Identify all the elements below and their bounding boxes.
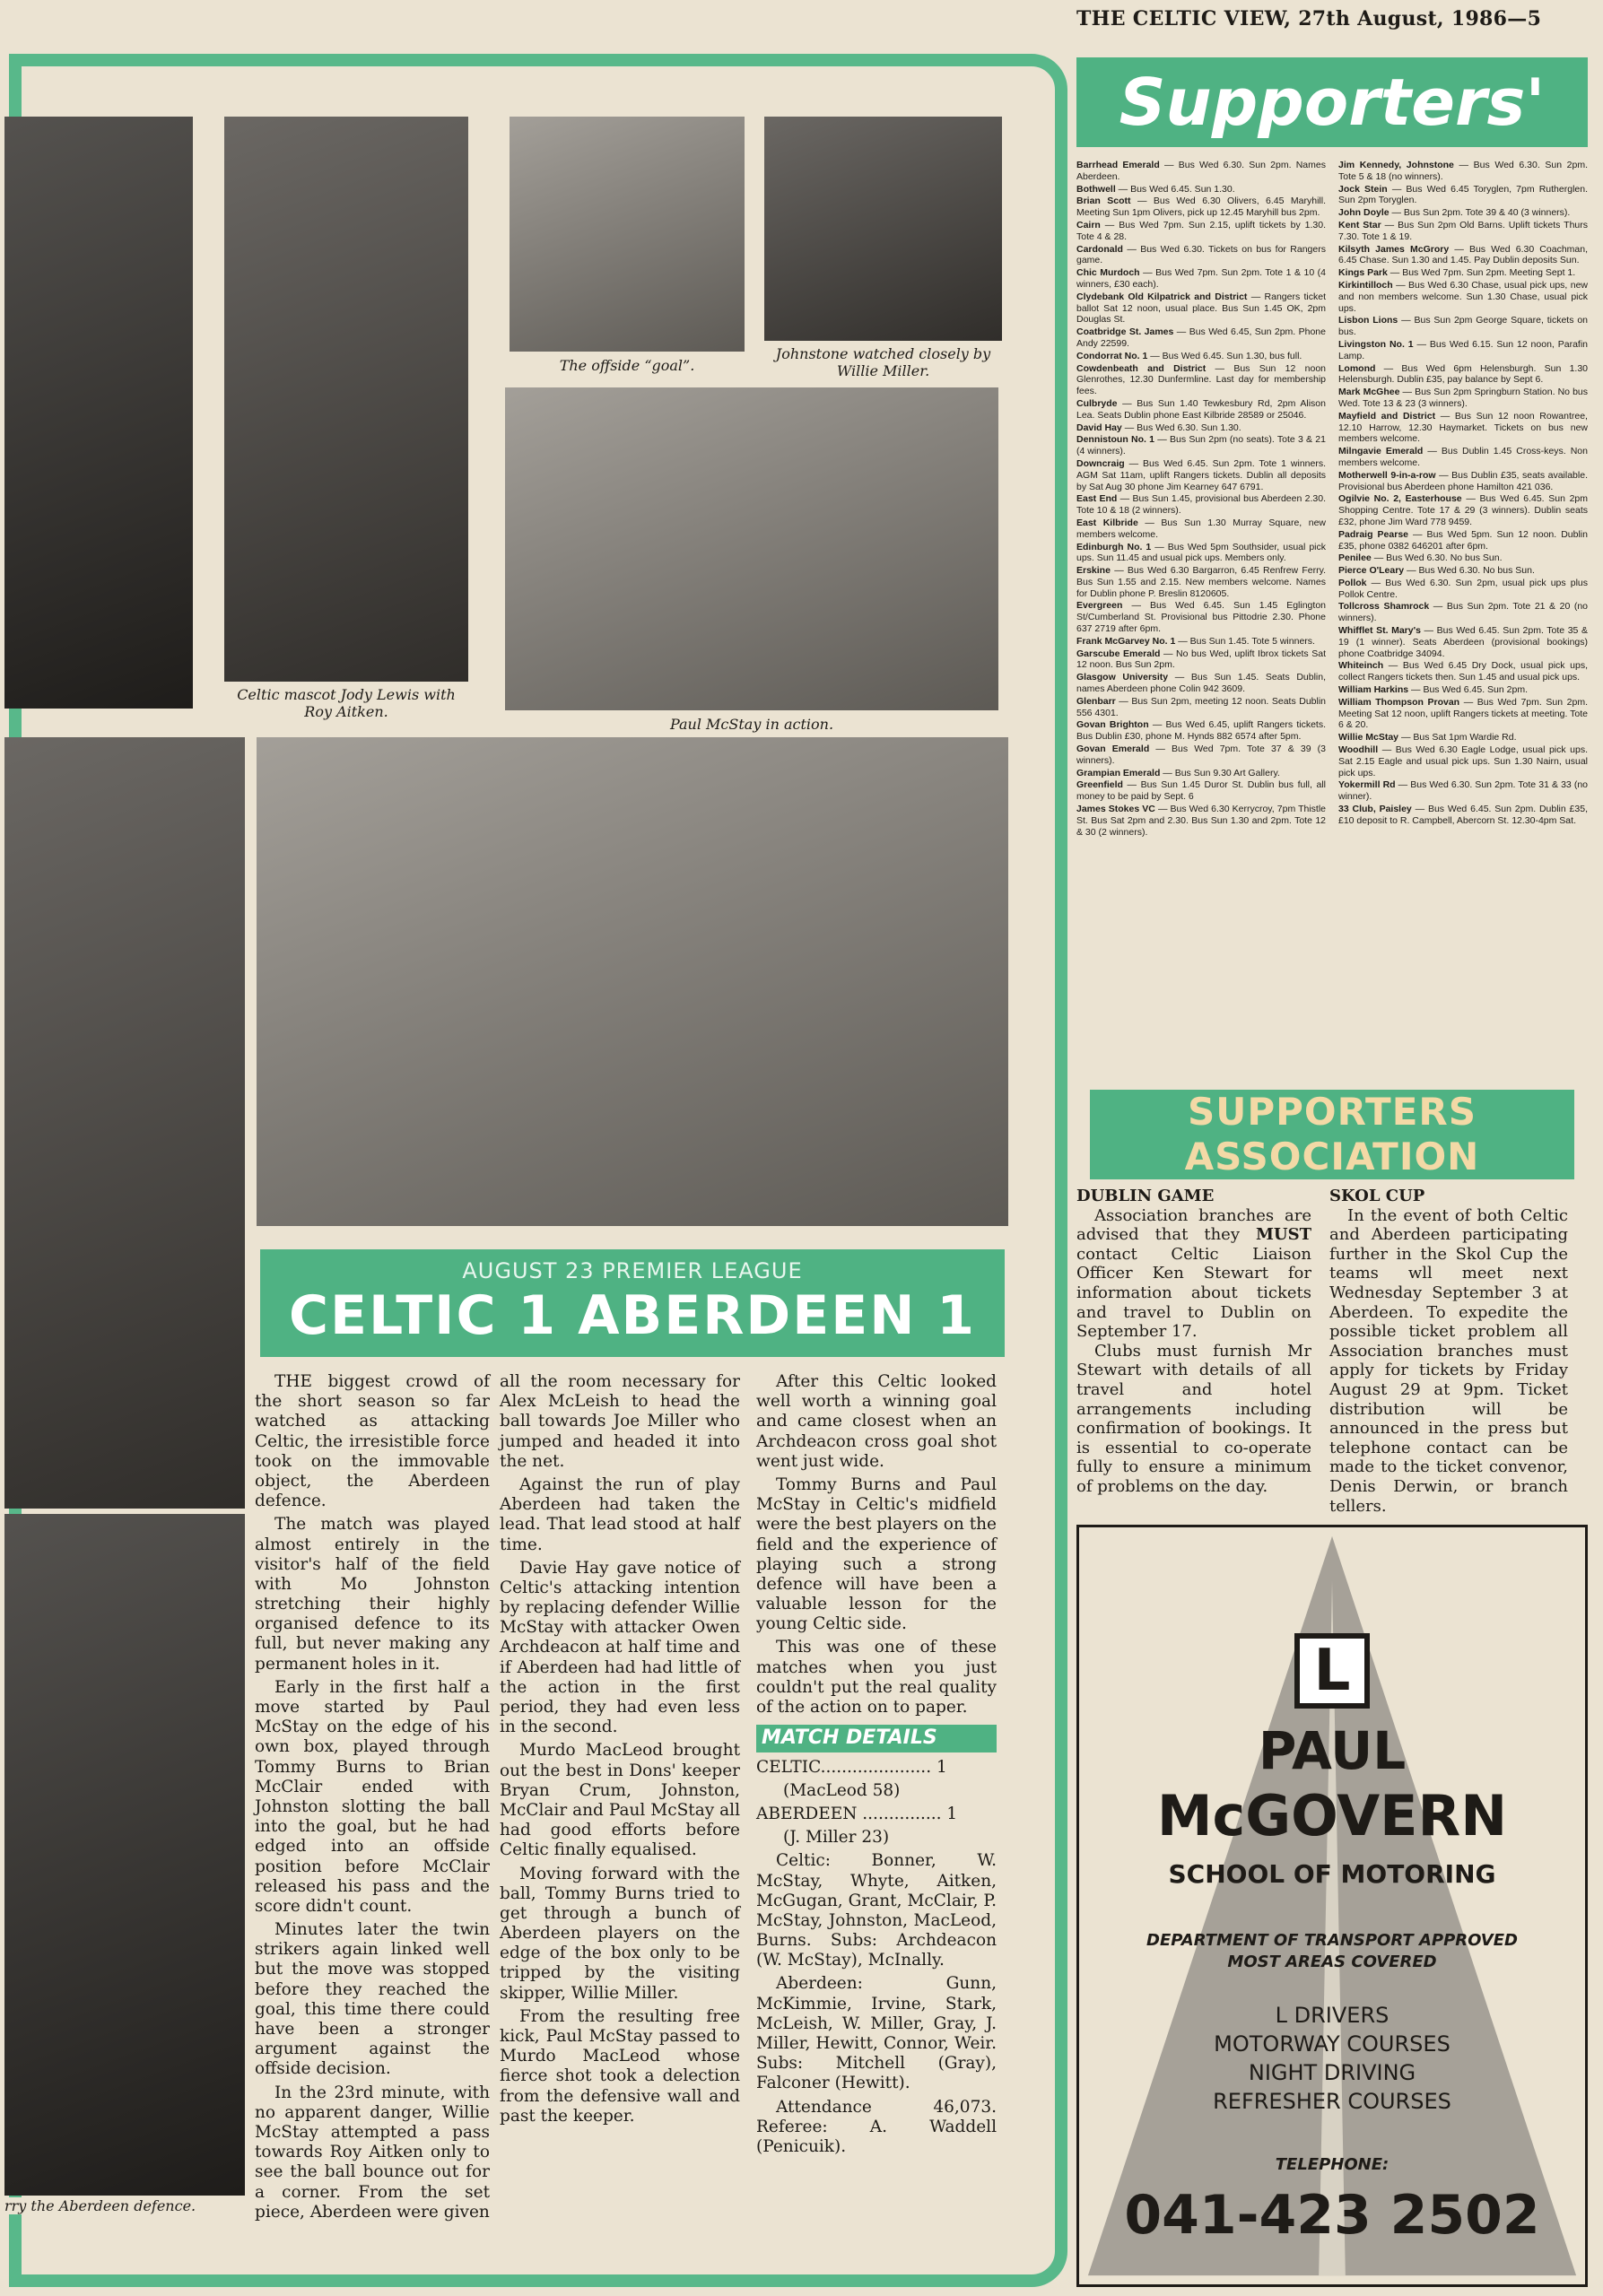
branch-entry — [1338, 220, 1588, 243]
branch-entry — [1338, 493, 1588, 527]
branch-entry — [1076, 600, 1326, 634]
branch-details: — Bus Wed 6.30. No bus Sun. — [1407, 565, 1535, 577]
branch-name: Kilsyth James McGrory — [1338, 243, 1450, 255]
attendance: Attendance 46,073. Referee: A. Waddell (Penicuik). — [756, 2097, 997, 2156]
branch-details: — Bus Wed 6.30. Sun 2pm. Names Aberdeen. — [1076, 160, 1326, 182]
association-banner — [1090, 1090, 1574, 1179]
branch-name: Kent Star — [1338, 219, 1381, 230]
branch-details: — Bus Sun 2pm, meeting 12 noon. Seats Dublin 556 4301. — [1076, 695, 1326, 718]
skol-cup-para: In the event of both Celtic and Aberdeen participating further in the Skol Cup the teams wll meet next Wednesday September 3 at Aberdeen. To expedite the possible ticket problem all Association branches must apply for tickets by Friday August 29 at 9pm. Ticket distribution will be announced in the press but telephone contact can be made to the ticket convenor, Denis Derwin, or branch tellers. — [1329, 1205, 1568, 1516]
branch-name: East End — [1076, 493, 1118, 505]
ad-dept-2: MOST AREAS COVERED — [1227, 1952, 1437, 1971]
branch-details: — Bus Sun 2pm (no seats). Tote 3 & 21 (4 winners). — [1076, 434, 1326, 457]
branch-name: Milngavie Emerald — [1338, 446, 1424, 457]
branch-details: — Bus Wed 6.30. Sun 2pm, usual pick ups plus Pollok Centre. — [1338, 577, 1589, 600]
celtic-team: Celtic: Bonner, W. McStay, Whyte, Aitken, McGugan, Grant, McClair, P. McStay, Johnston, MacLeod, Burns. Subs: Archdeacon (W. McStay), McInally. — [756, 1851, 997, 1970]
col3-para: After this Celtic looked well worth a winning goal and came closest when an Archdeacon cross goal shot went just wide. — [756, 1372, 997, 1471]
branch-entry — [1076, 220, 1326, 243]
branch-details: — Bus Wed 7pm. Sun 2.15, uplift tickets by 1.30. Tote 4 & 28. — [1076, 219, 1326, 242]
branch-name: Grampian Emerald — [1076, 767, 1161, 778]
branch-entry — [1338, 244, 1588, 267]
branch-entry — [1338, 804, 1588, 827]
branch-entry — [1076, 398, 1326, 422]
branch-name: Govan Brighton — [1076, 719, 1149, 731]
branch-details: — Bus Wed 6.45, Sun 2pm. Phone Andy 22599. — [1076, 326, 1326, 349]
branch-name: William Thompson Provan — [1338, 696, 1460, 708]
article-col-2 — [500, 1372, 740, 2130]
skol-cup-column — [1329, 1187, 1568, 1516]
col3-para: This was one of these matches when you just couldn't put the real quality of the action on to paper. — [756, 1638, 997, 1717]
branch-name: David Hay — [1076, 422, 1122, 433]
branch-details: — Bus Sun 2pm Springburn Station. No bus Wed. Tote 13 & 23 (3 winners). — [1338, 387, 1589, 409]
branch-details: — Bus Sun 1.45 Duror St. Dublin bus full, all money to be paid by Sept. 6 — [1076, 779, 1326, 803]
branch-entry — [1338, 684, 1588, 696]
branch-entry — [1076, 351, 1326, 362]
branch-entry — [1076, 326, 1326, 350]
branch-details: — Bus Dublin £35, seats available. Provisional bus Aberdeen phone Hamilton 421 036. — [1338, 469, 1588, 492]
branch-name: Willie McStay — [1338, 732, 1399, 744]
dublin-text-c: contact Celtic Liaison Officer Ken Stewart for information about tickets and travel to Dublin on September 17. — [1076, 1244, 1311, 1342]
branch-details: — Bus Sun 1.40 Tewkesbury Rd, 2pm Alison Lea. Seats Dublin phone East Kilbride 28589 or 25046. — [1076, 397, 1326, 421]
branch-details: — Bus Sat 1pm Wardie Rd. — [1400, 732, 1517, 744]
branch-entry — [1076, 184, 1326, 196]
ad-name-2: McGOVERN — [1156, 1783, 1508, 1848]
photo-offside-goal — [510, 117, 745, 352]
branch-details: — Bus Wed 6.45, uplift Rangers tickets. Bus Dublin £30, phone M. Hynds 882 6574 after 5pm. — [1076, 719, 1326, 743]
branch-details: — Bus Wed 6.30 Kerrycroy, 7pm Thistle St. Bus Sat 2pm and 2.30. Bus Sun 1.30 and 2pm. Tote 12 & 30 (2 winners). — [1076, 804, 1326, 838]
branch-entry — [1338, 411, 1588, 445]
branch-entry — [1076, 493, 1326, 517]
article-col-3 — [756, 1372, 997, 2161]
branch-details: — Bus Wed 6.30. No bus Sun. — [1373, 552, 1503, 564]
branch-details: — Bus Wed 6.30 Bargarron, 6.45 Renfrew Ferry. Bus Sun 1.55 and 2.15. New members welcome. Names for Dublin phone P. Breslin 8120605. — [1076, 565, 1326, 599]
branch-entry — [1338, 280, 1588, 314]
branch-details: — Bus Wed 6.30. Sun 2pm. Tote 5 & 18 (no winners). — [1338, 160, 1588, 182]
branch-name: John Doyle — [1338, 207, 1390, 219]
ad-service-2: MOTORWAY COURSES — [1214, 2031, 1451, 2057]
branch-entry — [1076, 744, 1326, 767]
branch-name: Whifflet St. Mary's — [1338, 625, 1421, 637]
branch-name: Mark McGhee — [1338, 387, 1400, 398]
l-plate-letter: L — [1294, 1633, 1370, 1709]
branch-entry — [1076, 160, 1326, 183]
branch-details: — Bus Sun 2pm Old Barns. Uplift tickets Thurs 7.30. Tote 1 & 19. — [1338, 219, 1588, 242]
ad-service-1: L DRIVERS — [1275, 2003, 1390, 2028]
caption-defence: rry the Aberdeen defence. — [4, 2197, 245, 2214]
branch-details: — Bus Wed 6.45. Sun 2pm. — [1411, 684, 1528, 696]
branch-details: — Bus Sun 1.45, provisional bus Aberdeen 2.30. Tote 10 & 18 (2 winners). — [1076, 493, 1326, 517]
ad-name-1: PAUL — [1258, 1720, 1407, 1781]
caption-mcstay: Paul McStay in action. — [505, 716, 998, 733]
branch-entry — [1076, 804, 1326, 838]
branch-name: Chic Murdoch — [1076, 267, 1140, 279]
branch-name: Clydebank Old Kilpatrick and District — [1076, 291, 1248, 302]
branch-entry — [1338, 339, 1588, 362]
branch-entry — [1076, 648, 1326, 672]
branch-entry — [1076, 196, 1326, 219]
branch-entry — [1076, 565, 1326, 599]
dublin-game-column — [1076, 1187, 1311, 1497]
branch-name: Pierce O'Leary — [1338, 565, 1405, 577]
dublin-text-a: Association branches are advised that they — [1076, 1205, 1311, 1245]
association-title-1: SUPPORTERS — [1187, 1090, 1477, 1134]
ad-phone-number: 041-423 2502 — [1124, 2184, 1540, 2247]
branch-entry — [1076, 363, 1326, 397]
driving-school-ad — [1076, 1525, 1588, 2287]
branch-details: — Bus Wed 6.30. Tickets on bus for Rangers game. — [1076, 243, 1326, 266]
branch-details: — Bus Sun 2pm. Tote 21 & 20 (no winners). — [1338, 601, 1589, 624]
branch-name: Edinburgh No. 1 — [1076, 541, 1152, 552]
aberdeen-score-line: ABERDEEN ............... 1 — [756, 1804, 958, 1823]
branch-details: — Bus Wed 6.30 Chase, usual pick ups, new and non members welcome. Sun 1.30 Chase, usual pick ups. — [1338, 279, 1588, 314]
branch-entry — [1338, 363, 1588, 387]
branch-name: Barrhead Emerald — [1076, 160, 1160, 170]
branch-entry — [1338, 529, 1588, 552]
branch-name: Livingston No. 1 — [1338, 338, 1414, 350]
col2-para: Moving forward with the ball, Tommy Burns tried to get through a bunch of Aberdeen players on the edge of the box only to be tripped by the visiting skipper, Willie Miller. — [500, 1864, 740, 2003]
branch-name: Ogilvie No. 2, Easterhouse — [1338, 493, 1462, 505]
celtic-scorer: (MacLeod 58) — [783, 1780, 901, 1800]
branch-entry — [1338, 387, 1588, 410]
caption-offside: The offside “goal”. — [510, 357, 745, 374]
branch-name: Frank McGarvey No. 1 — [1076, 635, 1176, 647]
branch-entry — [1076, 779, 1326, 803]
l-plate-logo — [1079, 1633, 1585, 1709]
branch-name: Cowdenbeath and District — [1076, 362, 1207, 374]
branch-details: — Bus Wed 6.45. Sun 2pm. Tote 1 winners. AGM Sat 11am, uplift Rangers tickets. Dublin all deposits by Sat Aug 30 phone Jim Kearney 647 6791. — [1076, 457, 1326, 492]
caption-mascot: Celtic mascot Jody Lewis with Roy Aitken. — [224, 686, 468, 720]
branch-details: — Bus Wed 6.45. Sun 2pm. Tote 35 & 19 (1 winner). Seats Aberdeen (provisional bookings) phone Coatbridge 34094. — [1338, 625, 1588, 659]
branch-details: — Bus Sun 12 noon Glenrothes, 12.30 Dunfermline. Last day for membership fees. — [1076, 362, 1327, 397]
photo-goal-net — [257, 737, 1008, 1226]
branch-details: — Bus Wed 6.45. Sun 2pm Shopping Centre. Tote 17 & 29 (3 winners). Dublin seats £32, phone Jim Ward 778 9459. — [1338, 493, 1588, 527]
branch-name: Glenbarr — [1076, 695, 1116, 707]
branch-entry — [1076, 434, 1326, 457]
branch-details: — Bus Wed 5pm Southsider, usual pick ups. Sun 11.45 and usual pick ups. Members only. — [1076, 541, 1327, 564]
branch-name: Downcraig — [1076, 457, 1125, 469]
caption-johnstone: Johnstone watched closely by Willie Miller. — [764, 345, 1002, 379]
ad-telephone-label: TELEPHONE: — [1275, 2155, 1390, 2174]
branch-name: 33 Club, Paisley — [1338, 804, 1412, 815]
branch-name: Kings Park — [1338, 267, 1388, 279]
col1-para: The match was played almost entirely in the visitor's half of the field with Mo Johnston stretching their highly organised defence to its full, but never making any permanent holes in it. — [255, 1515, 490, 1674]
branch-name: Culbryde — [1076, 397, 1118, 409]
branch-entry — [1338, 184, 1588, 207]
branch-details: — No bus Wed, uplift Ibrox tickets Sat 12 noon. Bus Sun 2pm. — [1076, 648, 1326, 671]
ad-school: SCHOOL OF MOTORING — [1168, 1859, 1496, 1889]
branch-name: Erskine — [1076, 565, 1111, 577]
col1-para: Early in the first half a move started by Paul McStay on the edge of his own box, played through Tommy Burns to Brian McClair ended with Johnston slotting the ball into the goal, but he had edged into an offside position before McClair released his pass and the score didn't count. — [255, 1677, 490, 1916]
branch-name: Penilee — [1338, 552, 1372, 564]
branch-details: — Bus Sun 9.30 Art Gallery. — [1163, 767, 1280, 778]
branch-details: — Bus Wed 6.30. Sun 2pm. Tote 31 & 33 (no winner). — [1338, 779, 1588, 803]
branch-entry — [1076, 542, 1326, 565]
branch-details: — Bus Sun 1.30 Murray Square, new members welcome. — [1076, 517, 1327, 540]
col2-para: Against the run of play Aberdeen had taken the lead. That lead stood at half time. — [500, 1474, 740, 1554]
branch-name: Coatbridge St. James — [1076, 326, 1174, 338]
branch-entry — [1338, 697, 1588, 731]
col2-para: Davie Hay gave notice of Celtic's attacking intention by replacing defender Willie McStay with attacker Owen Archdeacon at half time and if Aberdeen had had little of the action in the first period, they had even less in the second. — [500, 1558, 740, 1737]
branch-entry — [1076, 768, 1326, 779]
photo-mascot — [224, 117, 468, 682]
branch-details: — Bus Wed 5pm. Sun 12 noon. Dublin £35, phone 0382 646201 after 6pm. — [1338, 528, 1588, 552]
branch-name: Jim Kennedy, Johnstone — [1338, 160, 1454, 170]
branch-name: Kirkintilloch — [1338, 279, 1393, 291]
branch-entry — [1076, 291, 1326, 326]
article-col-1 — [255, 1372, 490, 2226]
branch-name: Tollcross Shamrock — [1338, 601, 1430, 613]
ad-dept-1: DEPARTMENT OF TRANSPORT APPROVED — [1146, 1931, 1518, 1950]
branch-entry — [1076, 719, 1326, 743]
branch-entry — [1076, 672, 1326, 695]
branch-list — [1076, 160, 1588, 838]
branch-name: Cairn — [1076, 219, 1101, 230]
branch-name: Whiteinch — [1338, 660, 1384, 672]
branch-details: — Bus Sun 2pm George Square, tickets on bus. — [1338, 315, 1589, 338]
branch-name: Woodhill — [1338, 744, 1379, 756]
branch-details: — Bus Wed 6.45 Dry Dock, usual pick ups, collect Rangers tickets then. Sun 1.45 and usual pick ups. — [1338, 660, 1588, 683]
photo-mcstay — [505, 387, 998, 710]
branch-name: Evergreen — [1076, 600, 1123, 612]
branch-details: — Bus Wed 7pm. Sun 2pm. Meeting Sat 12 noon, uplift Rangers tickets at meeting. Tote 6 & 20. — [1338, 696, 1588, 731]
branch-name: James Stokes VC — [1076, 804, 1155, 815]
match-banner — [260, 1249, 1005, 1357]
photo-player-left — [4, 117, 193, 709]
supporters-title: Supporters' — [1076, 57, 1588, 147]
col1-para: In the 23rd minute, with no apparent danger, Willie McStay attempted a pass towards Roy Aitken only to see the ball bounce out for a corner. From the set piece, Aberdeen were given — [255, 2083, 490, 2222]
branch-entry — [1338, 660, 1588, 683]
branch-name: Lomond — [1338, 362, 1376, 374]
association-title-2: ASSOCIATION — [1184, 1135, 1480, 1178]
photo-aberdeen-defence — [4, 1514, 245, 2196]
photo-action-left — [4, 737, 245, 1509]
page-header: THE CELTIC VIEW, 27th August, 1986—5 — [1076, 7, 1542, 30]
branch-details: — Bus Sun 1.45. Seats Dublin, names Aberdeen phone Colin 942 3609. — [1076, 672, 1327, 695]
branch-name: Jock Stein — [1338, 183, 1388, 195]
branch-entry — [1338, 267, 1588, 279]
branch-entry — [1076, 244, 1326, 267]
col3-para: Tommy Burns and Paul McStay in Celtic's midfield were the best players on the field and the experience of playing such a strong defence will have been a valuable lesson for the young Celtic side. — [756, 1474, 997, 1634]
branch-details: — Bus Wed 7pm. Tote 37 & 39 (3 winners). — [1076, 744, 1327, 766]
celtic-score-line: CELTIC..................... 1 — [756, 1757, 947, 1777]
branch-details: — Bus Sun 12 noon Rowantree, 12.10 Harrow, 12.30 Haymarket. Tickets on bus new members welcome. — [1338, 410, 1588, 445]
branch-entry — [1338, 470, 1588, 493]
branch-name: Condorrat No. 1 — [1076, 350, 1148, 361]
branch-details: — Bus Wed 6.30 Eagle Lodge, usual pick ups. Sat 2.15 Eagle and usual pick ups. Sun 1.30 Nairn, usual pick ups. — [1338, 744, 1589, 778]
photo-johnstone — [764, 117, 1002, 341]
branch-name: Pollok — [1338, 577, 1367, 588]
branch-entry — [1338, 744, 1588, 778]
branch-entry — [1338, 315, 1588, 338]
branch-entry — [1076, 636, 1326, 648]
branch-name: Dennistoun No. 1 — [1076, 434, 1154, 446]
branch-details: — Bus Wed 6.15. Sun 12 noon, Parafin Lamp. — [1338, 338, 1588, 361]
match-details-heading: MATCH DETAILS — [756, 1725, 997, 1752]
branch-entry — [1338, 625, 1588, 659]
branch-details: — Bus Wed 6.45. Sun 1.30, bus full. — [1150, 350, 1302, 361]
branch-entry — [1076, 458, 1326, 492]
branch-name: Greenfield — [1076, 779, 1123, 791]
branch-name: Glasgow University — [1076, 672, 1169, 683]
match-title: CELTIC 1 ABERDEEN 1 — [288, 1284, 977, 1347]
branch-entry — [1338, 732, 1588, 744]
dublin-game-heading: DUBLIN GAME — [1076, 1187, 1215, 1205]
branch-entry — [1338, 160, 1588, 183]
branch-name: Lisbon Lions — [1338, 315, 1398, 326]
branch-name: William Harkins — [1338, 684, 1409, 696]
branch-name: Cardonald — [1076, 243, 1123, 255]
branch-name: Garscube Emerald — [1076, 648, 1161, 659]
branch-name: Motherwell 9-in-a-row — [1338, 469, 1436, 481]
branch-details: — Bus Wed 7pm. Sun 2pm. Tote 1 & 10 (4 winners, £30 each). — [1076, 267, 1327, 290]
branch-entry — [1338, 207, 1588, 219]
branch-details: — Bus Dublin 1.45 Cross-keys. Non members welcome. — [1338, 446, 1588, 468]
branch-name: Bothwell — [1076, 183, 1116, 195]
branch-details: — Rangers ticket ballot Sat 12 noon, usual place. Bus Sun 1.45 OK, 2pm Douglas St. — [1076, 291, 1327, 326]
branch-name: Yokermill Rd — [1338, 779, 1396, 791]
branch-entry — [1338, 552, 1588, 564]
skol-cup-heading: SKOL CUP — [1329, 1187, 1425, 1205]
branch-name: Govan Emerald — [1076, 744, 1150, 755]
dublin-para-1 — [1076, 1206, 1311, 1342]
branch-name: Mayfield and District — [1338, 410, 1436, 422]
branch-details: — Bus Sun 1.45. Tote 5 winners. — [1178, 635, 1315, 647]
dublin-must: MUST — [1255, 1225, 1311, 1245]
branch-entry — [1076, 422, 1326, 434]
branch-details: — Bus Wed 6.45. Sun 1.45 Eglington St/Cumberland St. Provisional bus Pittodrie 2.30. Phone 637 2719 after 6pm. — [1076, 600, 1326, 635]
ad-service-4: REFRESHER COURSES — [1213, 2089, 1451, 2114]
match-subtitle: AUGUST 23 PREMIER LEAGUE — [462, 1258, 803, 1283]
branch-entry — [1076, 267, 1326, 291]
col2-para: all the room necessary for Alex McLeish to head the ball towards Joe Miller who jumped and headed it into the net. — [500, 1372, 740, 1471]
branch-details: — Bus Wed 6.30. Sun 1.30. — [1124, 422, 1241, 433]
branch-name: Brian Scott — [1076, 196, 1131, 207]
dublin-para-2: Clubs must furnish Mr Stewart with details of all travel and hotel arrangements including confirmation of bookings. It is essential to co-operate fully to ensure a minimum of problems on the day. — [1076, 1341, 1311, 1496]
col2-para: Murdo MacLeod brought out the best in Dons' keeper Bryan Crum, Johnston, McClair and Paul McStay all had good efforts before Celtic finally equalised. — [500, 1741, 740, 1860]
col1-para: THE biggest crowd of the short season so far watched as attacking Celtic, the irresistible force took on the immovable object, the Aberdeen defence. — [255, 1372, 490, 1511]
branch-entry — [1338, 779, 1588, 803]
branch-entry — [1338, 601, 1588, 624]
branch-details: — Bus Wed 6.45. Sun 2pm. Dublin £35, £10 deposit to R. Campbell, Abercorn St. 12.30-4pm Sat. — [1338, 804, 1588, 826]
branch-entry — [1338, 565, 1588, 577]
branch-entry — [1076, 696, 1326, 719]
branch-details: — Bus Wed 6pm Helensburgh. Sun 1.30 Helensburgh. Dublin £35, pay balance by Sept 6. — [1338, 362, 1588, 386]
branch-details: — Bus Sun 2pm. Tote 39 & 40 (3 winners). — [1391, 207, 1571, 219]
branch-details: — Bus Wed 6.30 Coachman, 6.45 Chase. Sun 1.30 and 1.45. Pay Dublin deposits Sun. — [1338, 243, 1588, 266]
branch-entry — [1338, 446, 1588, 469]
aberdeen-team: Aberdeen: Gunn, McKimmie, Irvine, Stark, McLeish, W. Miller, Gray, J. Miller, Hewitt, Connor, Weir. Subs: Mitchell (Gray), Falconer (Hewitt). — [756, 1974, 997, 2093]
branch-name: Padraig Pearse — [1338, 528, 1408, 540]
branch-details: — Bus Wed 6.45 Toryglen, 7pm Rutherglen. Sun 2pm Toryglen. — [1338, 183, 1588, 206]
branch-details: — Bus Wed 6.30 Olivers, 6.45 Maryhill. Meeting Sun 1pm Olivers, pick up 12.45 Maryhill bus 2pm. — [1076, 196, 1326, 219]
branch-details: — Bus Wed 7pm. Sun 2pm. Meeting Sept 1. — [1390, 267, 1576, 279]
branch-entry — [1338, 578, 1588, 601]
branch-name: East Kilbride — [1076, 517, 1138, 528]
branch-entry — [1076, 517, 1326, 541]
aberdeen-scorer: (J. Miller 23) — [783, 1828, 890, 1848]
ad-service-3: NIGHT DRIVING — [1248, 2060, 1416, 2085]
col1-para: Minutes later the twin strikers again linked well but the move was stopped before they reached the goal, this time there could have been a stronger argument against the offside decision. — [255, 1920, 490, 2079]
col2-para: From the resulting free kick, Paul McStay passed to Murdo MacLeod whose fierce shot took a delection from the defensive wall and past the keeper. — [500, 2006, 740, 2126]
branch-details: — Bus Wed 6.45. Sun 1.30. — [1118, 183, 1235, 195]
